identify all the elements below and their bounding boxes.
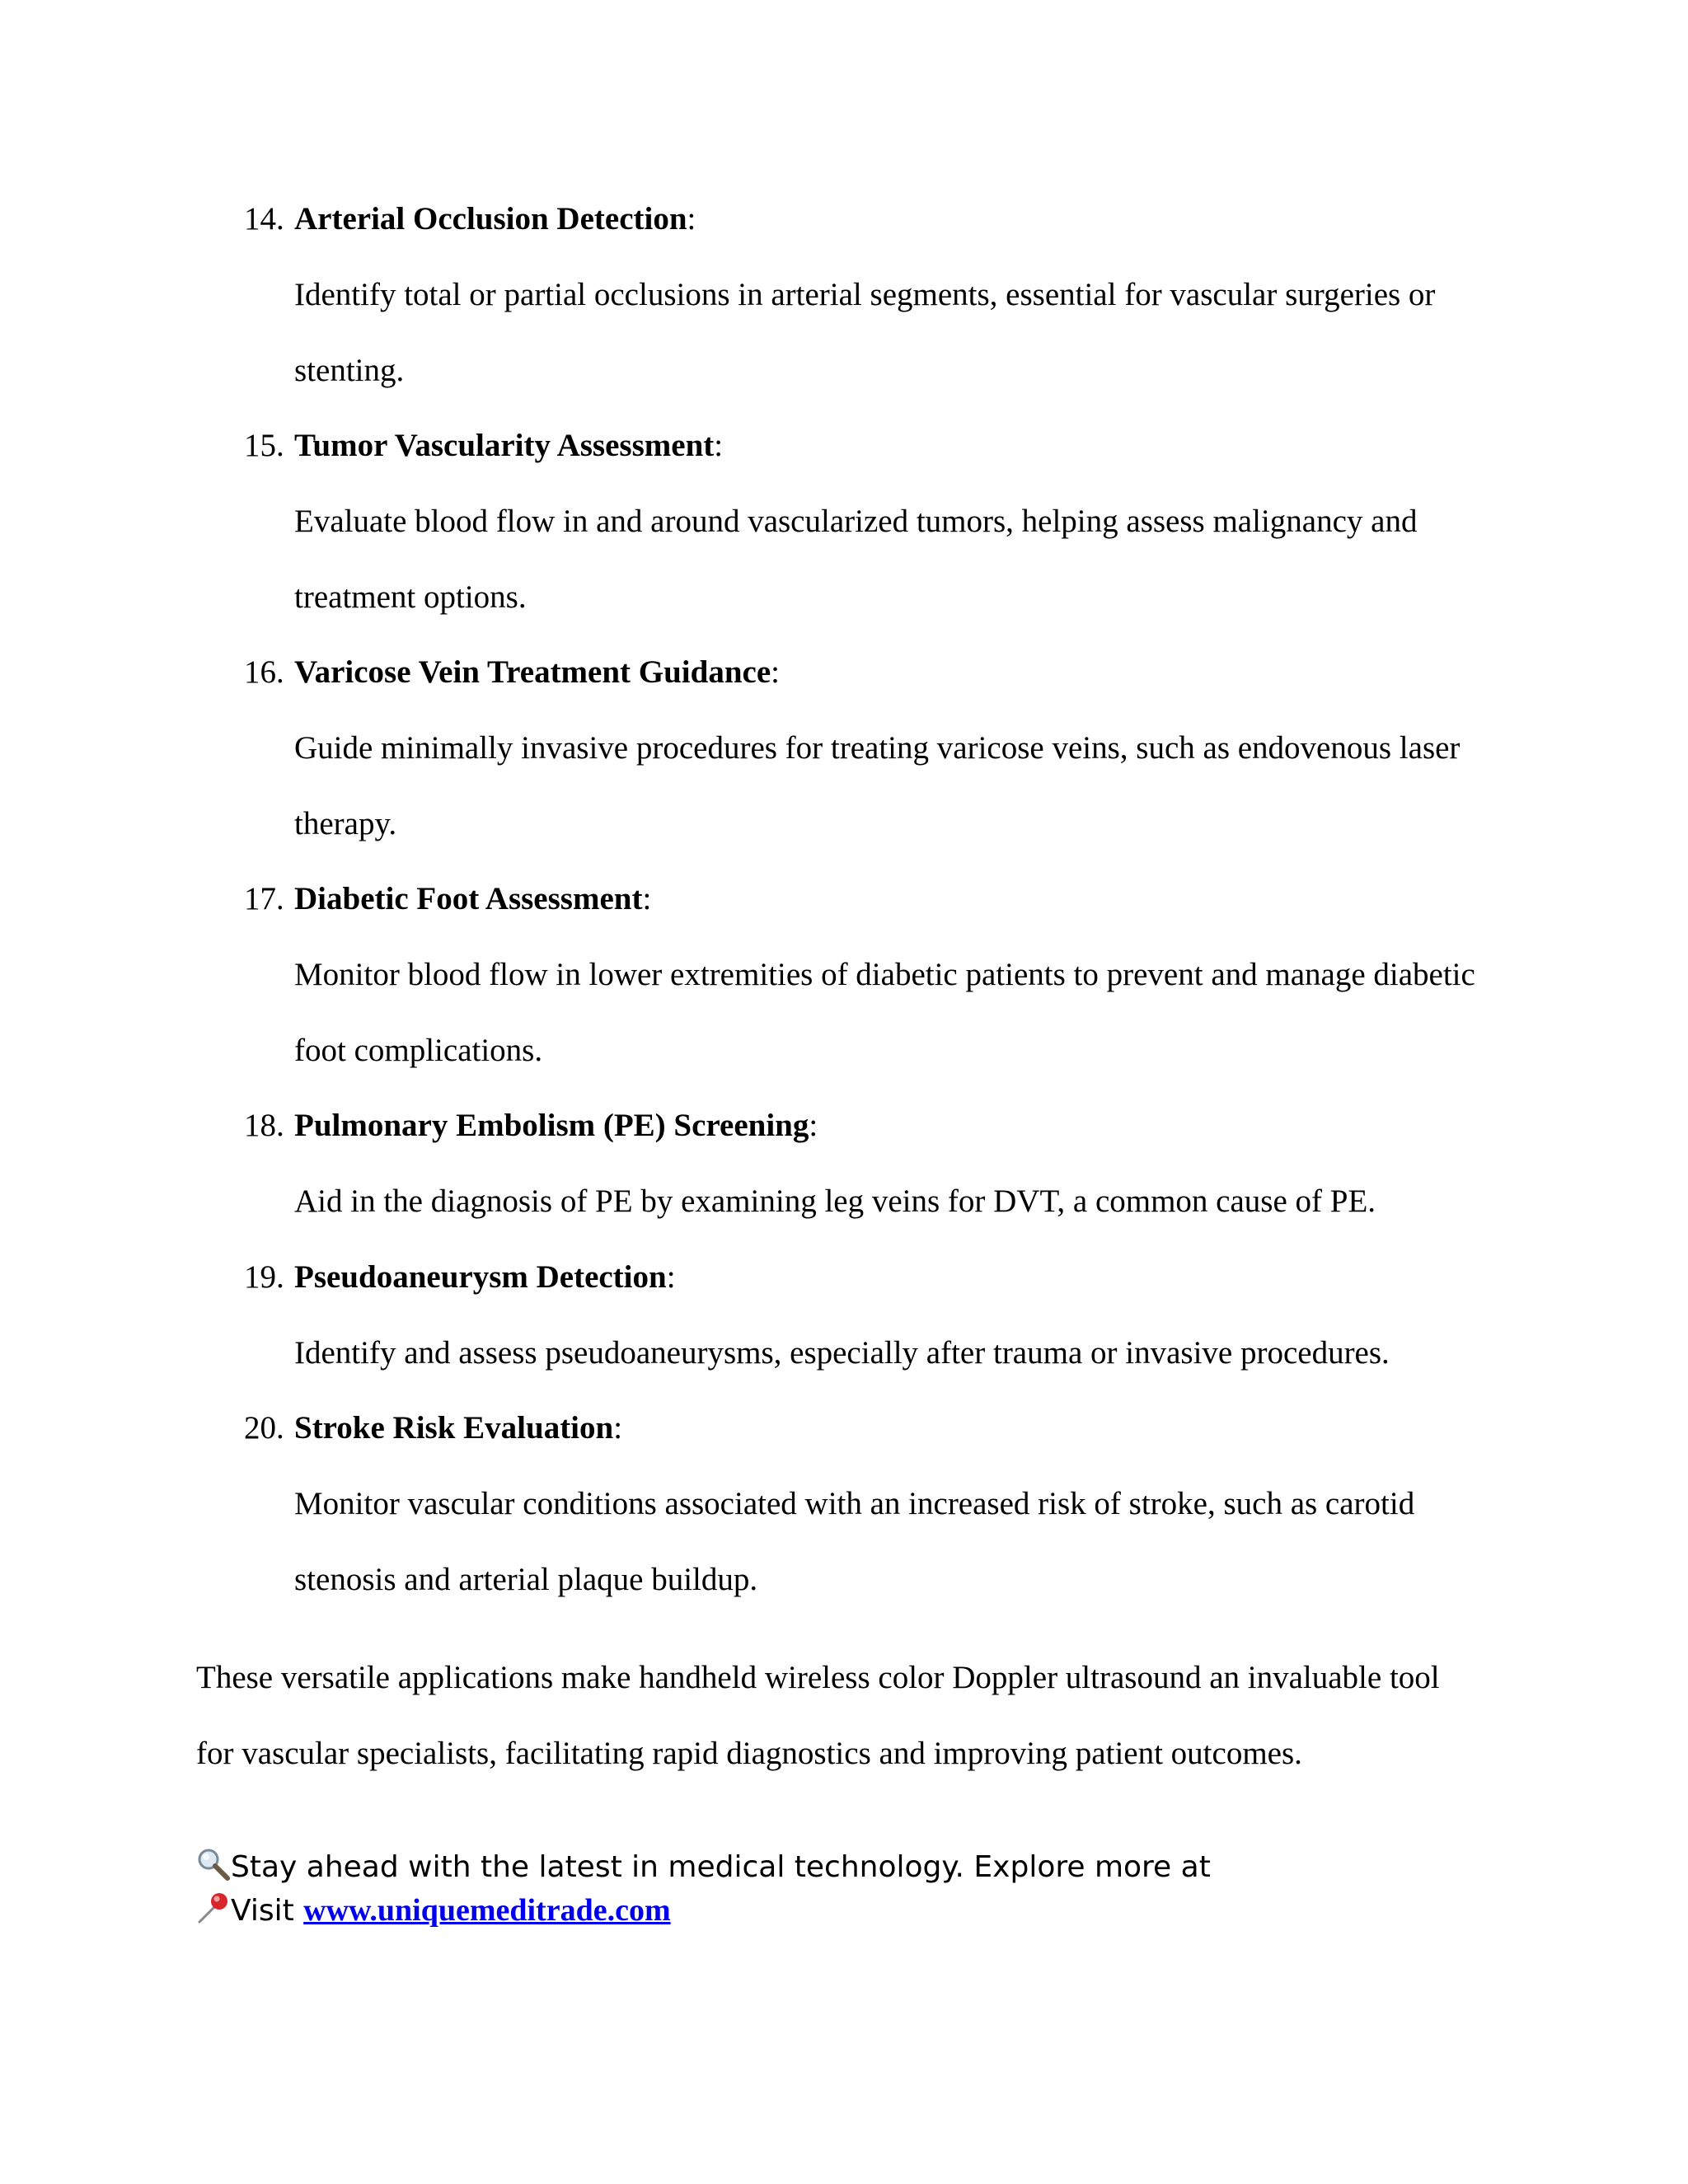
title-colon: : bbox=[642, 881, 652, 916]
list-item-title-line bbox=[294, 181, 696, 257]
list-item-number: 16. bbox=[244, 654, 284, 690]
promo-visit-prefix: Visit bbox=[231, 1894, 304, 1928]
promo-explore-text: Stay ahead with the latest in medical technology. Explore more at bbox=[231, 1850, 1211, 1884]
list-item-number: 17. bbox=[244, 881, 284, 916]
list-item-number: 20. bbox=[244, 1410, 284, 1446]
promo-line-explore bbox=[196, 1846, 1515, 1889]
list-item-title: Tumor Vascularity Assessment bbox=[294, 428, 715, 463]
title-colon: : bbox=[687, 201, 696, 237]
list-item bbox=[0, 1088, 1688, 1240]
list-item bbox=[0, 861, 1688, 1088]
list-item-description: Aid in the diagnosis of PE by examining leg veins for DVT, a common cause of PE. bbox=[294, 1183, 1376, 1219]
applications-list bbox=[0, 181, 1688, 1617]
list-item-description: Evaluate blood flow in and around vascularized tumors, helping assess malignancy and treatment options. bbox=[294, 504, 1418, 615]
list-item-title: Diabetic Foot Assessment bbox=[294, 881, 643, 916]
list-item-title: Pulmonary Embolism (PE) Screening bbox=[294, 1108, 809, 1143]
list-item-title-line bbox=[294, 408, 723, 484]
list-item-description: Monitor blood flow in lower extremities of diabetic patients to prevent and manage diabetic foot complications. bbox=[294, 957, 1475, 1068]
list-item bbox=[0, 1240, 1688, 1391]
list-item bbox=[0, 181, 1688, 408]
list-item-number: 18. bbox=[244, 1108, 284, 1143]
promo-line-visit bbox=[196, 1889, 1515, 1932]
list-item-title: Stroke Risk Evaluation bbox=[294, 1410, 614, 1446]
list-item-heading bbox=[0, 1088, 1688, 1164]
list-item-number: 19. bbox=[244, 1258, 284, 1295]
list-item bbox=[0, 408, 1688, 635]
list-item-description: Identify and assess pseudoaneurysms, especially after trauma or invasive procedures. bbox=[294, 1334, 1390, 1371]
list-item-title-line bbox=[294, 1240, 676, 1315]
list-item-description: Monitor vascular conditions associated with an increased risk of stroke, such as carotid stenosis and arterial plaque buildup. bbox=[294, 1486, 1415, 1597]
list-item-heading bbox=[0, 1390, 1688, 1466]
list-item-number: 14. bbox=[244, 201, 284, 237]
promo-block bbox=[196, 1846, 1515, 1932]
magnifying-glass-icon bbox=[196, 1847, 231, 1882]
list-item-number: 15. bbox=[244, 428, 284, 463]
list-item-title: Varicose Vein Treatment Guidance bbox=[294, 654, 771, 690]
list-item bbox=[0, 1390, 1688, 1617]
list-item-title-line bbox=[294, 1088, 818, 1164]
pushpin-icon bbox=[196, 1891, 231, 1925]
list-item-title-line bbox=[294, 861, 651, 937]
list-item-description: Identify total or partial occlusions in arterial segments, essential for vascular surgeries or stenting. bbox=[294, 277, 1436, 388]
title-colon: : bbox=[771, 654, 780, 690]
title-colon: : bbox=[613, 1410, 623, 1446]
list-item-description: Guide minimally invasive procedures for treating varicose veins, such as endovenous laser therapy. bbox=[294, 730, 1461, 841]
closing-paragraph: These versatile applications make handheld wireless color Doppler ultrasound an invaluable tool for vascular specialists, facilitating rapid diagnostics and improving patient outcomes. bbox=[196, 1660, 1440, 1771]
list-item-title-line bbox=[294, 635, 780, 710]
title-colon: : bbox=[714, 428, 724, 463]
title-colon: : bbox=[809, 1108, 818, 1143]
title-colon: : bbox=[666, 1258, 676, 1295]
list-item-heading bbox=[0, 1240, 1688, 1315]
website-link[interactable]: www.uniquemeditrade.com bbox=[303, 1893, 671, 1928]
list-item-title-line bbox=[294, 1390, 622, 1466]
list-item-title: Arterial Occlusion Detection bbox=[294, 201, 687, 237]
list-item bbox=[0, 635, 1688, 861]
list-item-title: Pseudoaneurysm Detection bbox=[294, 1258, 667, 1295]
list-item-heading bbox=[0, 408, 1688, 484]
list-item-heading bbox=[0, 635, 1688, 710]
list-item-heading bbox=[0, 181, 1688, 257]
list-item-heading bbox=[0, 861, 1688, 937]
